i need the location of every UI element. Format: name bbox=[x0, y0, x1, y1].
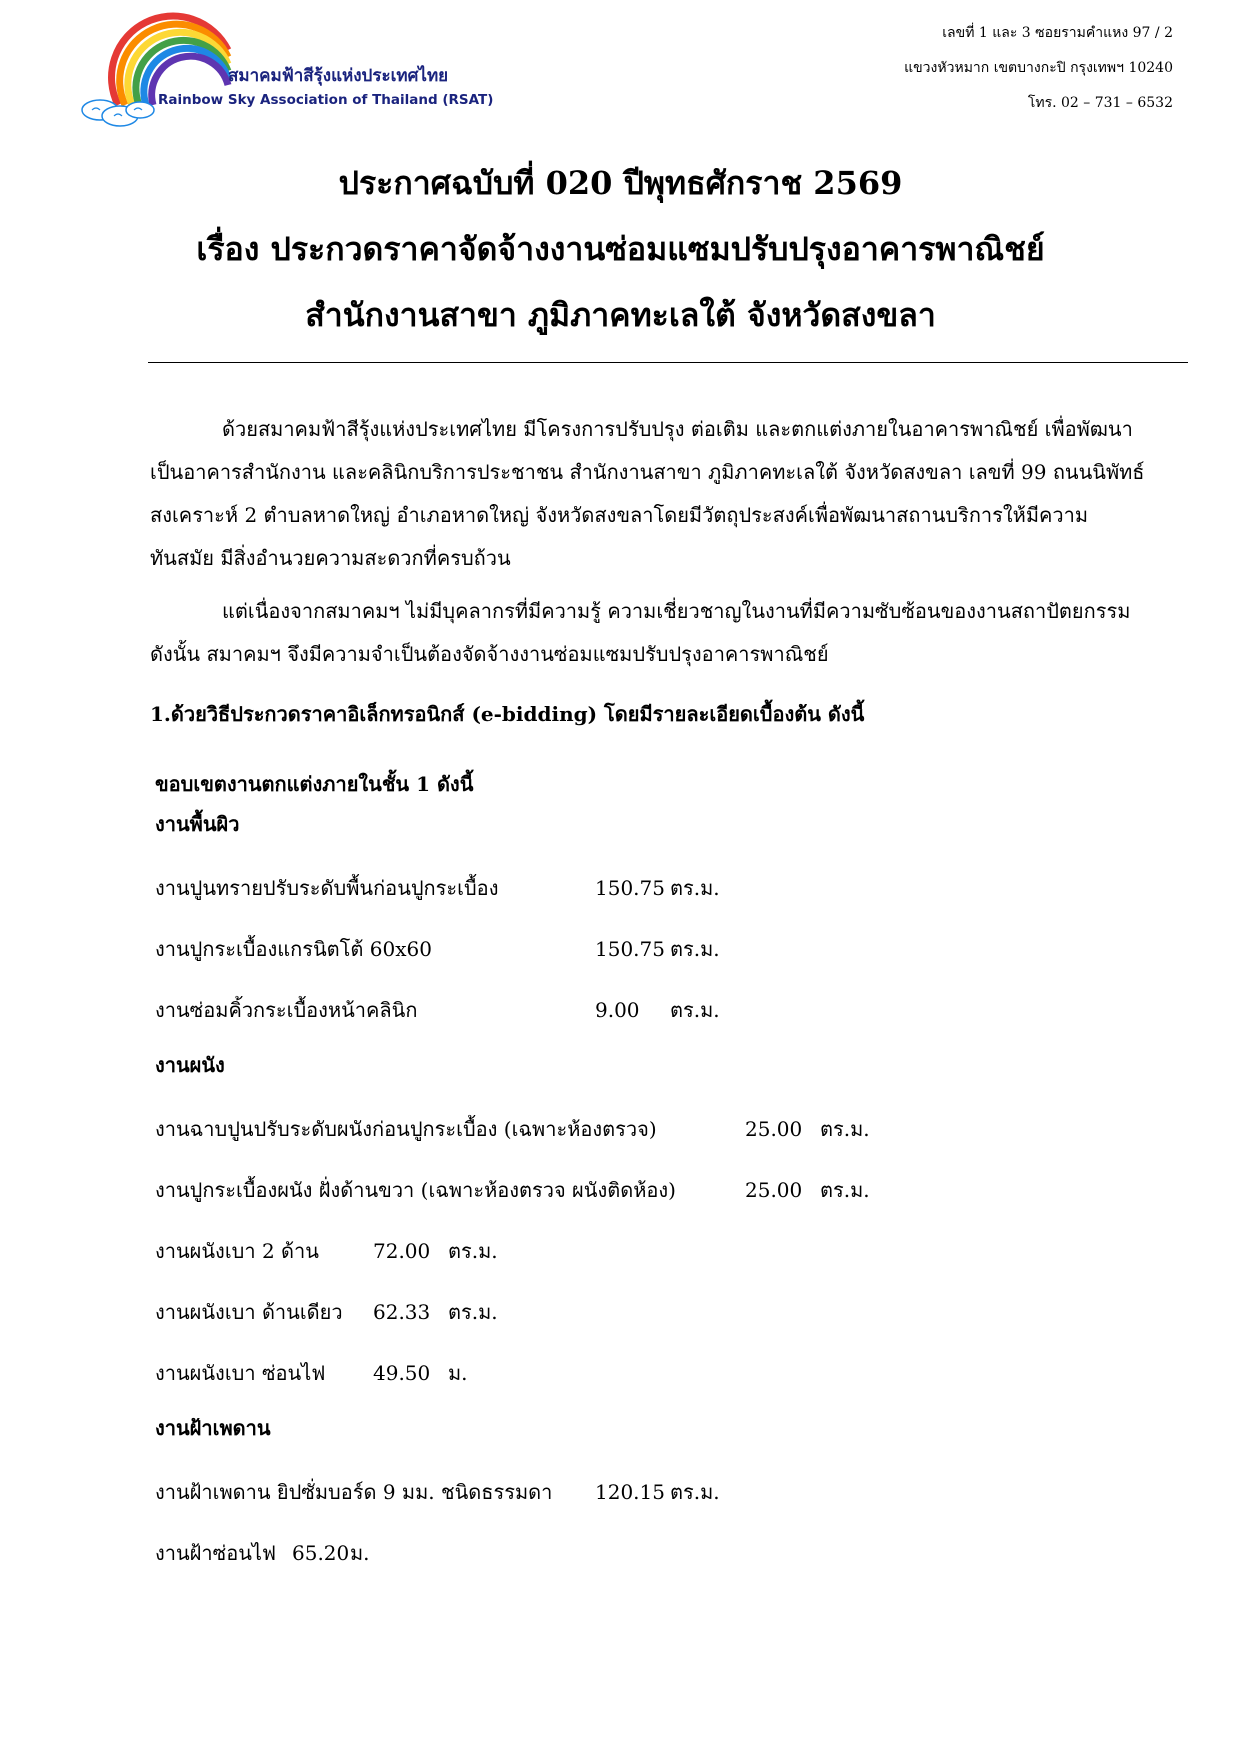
list-item bbox=[155, 1282, 1190, 1343]
item-unit: ตร.ม. bbox=[670, 998, 720, 1022]
org-name-english: Rainbow Sky Association of Thailand (RSAT) bbox=[158, 92, 494, 108]
list-item bbox=[155, 1343, 1190, 1404]
paragraph-line: สงเคราะห์ 2 ตำบลหาดใหญ่ อำเภอหาดใหญ่ จังหวัดสงขลาโดยมีวัตถุประสงค์เพื่อพัฒนาสถานบริการให้มีความ bbox=[150, 503, 1089, 527]
item-unit: ตร.ม. bbox=[670, 876, 720, 900]
item-unit: ม. bbox=[350, 1541, 370, 1565]
ceiling-work-list-b bbox=[155, 1523, 1190, 1584]
item-description: งานปูนทรายปรับระดับพื้นก่อนปูกระเบื้อง bbox=[155, 876, 499, 900]
item-description: งานฉาบปูนปรับระดับผนังก่อนปูกระเบื้อง (เฉพาะห้องตรวจ) bbox=[155, 1117, 657, 1141]
scope-of-work bbox=[155, 764, 1190, 1584]
item-quantity: 150.75 bbox=[595, 876, 665, 900]
item-quantity: 49.50 bbox=[373, 1361, 431, 1385]
item-unit: ตร.ม. bbox=[820, 1178, 870, 1202]
title-line-3: สำนักงานสาขา ภูมิภาคทะเลใต้ จังหวัดสงขลา bbox=[305, 296, 936, 334]
floor-work-list bbox=[155, 858, 1190, 1041]
item-quantity: 150.75 bbox=[595, 937, 665, 961]
item-unit: ตร.ม. bbox=[820, 1117, 870, 1141]
item-description: งานผนังเบา 2 ด้าน bbox=[155, 1239, 319, 1263]
ceiling-work-heading: งานฝ้าเพดาน bbox=[155, 1416, 271, 1440]
paragraph-line: แต่เนื่องจากสมาคมฯ ไม่มีบุคลากรที่มีความรู้ ความเชี่ยวชาญในงานที่มีความซับซ้อนของงานสถาปัตยกรรม bbox=[222, 599, 1131, 623]
announcement-title bbox=[0, 150, 1241, 348]
wall-work-list-a bbox=[155, 1099, 1190, 1221]
item-unit: ตร.ม. bbox=[448, 1300, 498, 1324]
item-quantity: 25.00 bbox=[745, 1117, 803, 1141]
list-item bbox=[155, 1462, 1190, 1523]
phone-number: โทร. 02 – 731 – 6532 bbox=[1027, 95, 1173, 111]
paragraph-2 bbox=[150, 590, 1190, 676]
item-quantity: 62.33 bbox=[373, 1300, 431, 1324]
item-description: งานฝ้าซ่อนไฟ bbox=[155, 1541, 277, 1565]
paragraph-line: เป็นอาคารสำนักงาน และคลินิกบริการประชาชน สำนักงานสาขา ภูมิภาคทะเลใต้ จังหวัดสงขลา เลขที่ 99 ถนนนิพัทธ์ bbox=[150, 460, 1145, 484]
address-block bbox=[904, 16, 1173, 121]
list-item bbox=[155, 919, 1190, 980]
list-item bbox=[155, 1221, 1190, 1282]
paragraph-1 bbox=[150, 408, 1190, 580]
address-line-1: เลขที่ 1 และ 3 ซอยรามคำแหง 97 / 2 bbox=[942, 25, 1173, 41]
title-divider bbox=[148, 362, 1188, 363]
paragraph-line: ดังนั้น สมาคมฯ จึงมีความจำเป็นต้องจัดจ้างงานซ่อมแซมปรับปรุงอาคารพาณิชย์ bbox=[150, 642, 829, 666]
title-line-2: เรื่อง ประกวดราคาจัดจ้างงานซ่อมแซมปรับปรุงอาคารพาณิชย์ bbox=[196, 230, 1045, 268]
item-description: งานผนังเบา ซ่อนไฟ bbox=[155, 1361, 326, 1385]
method-heading: 1.ด้วยวิธีประกวดราคาอิเล็กทรอนิกส์ (e-bidding) โดยมีรายละเอียดเบื้องต้น ดังนี้ bbox=[150, 702, 865, 726]
wall-work-list-b bbox=[155, 1221, 1190, 1404]
item-quantity: 72.00 bbox=[373, 1239, 431, 1263]
item-unit: ตร.ม. bbox=[670, 1480, 720, 1504]
list-item bbox=[155, 980, 1190, 1041]
item-quantity: 9.00 bbox=[595, 998, 640, 1022]
document-body bbox=[150, 408, 1190, 1584]
list-item bbox=[155, 858, 1190, 919]
ceiling-work-list-a bbox=[155, 1462, 1190, 1523]
scope-heading: ขอบเขตงานตกแต่งภายในชั้น 1 ดังนี้ bbox=[155, 772, 474, 796]
address-line-2: แขวงหัวหมาก เขตบางกะปิ กรุงเทพฯ 10240 bbox=[904, 60, 1173, 76]
item-quantity: 65.20 bbox=[292, 1541, 350, 1565]
rainbow-cloud-logo-icon bbox=[78, 10, 238, 135]
title-line-1: ประกาศฉบับที่ 020 ปีพุทธศักราช 2569 bbox=[338, 164, 903, 202]
item-unit: ตร.ม. bbox=[448, 1239, 498, 1263]
paragraph-line: ด้วยสมาคมฟ้าสีรุ้งแห่งประเทศไทย มีโครงการปรับปรุง ต่อเติม และตกแต่งภายในอาคารพาณิชย์ เพื่อพัฒนา bbox=[222, 417, 1133, 441]
paragraph-line: ทันสมัย มีสิ่งอำนวยความสะดวกที่ครบถ้วน bbox=[150, 546, 511, 570]
list-item bbox=[155, 1160, 1190, 1221]
item-description: งานซ่อมคิ้วกระเบื้องหน้าคลินิก bbox=[155, 998, 418, 1022]
item-unit: ม. bbox=[448, 1361, 468, 1385]
association-logo bbox=[78, 10, 494, 135]
org-name-thai: สมาคมฟ้าสีรุ้งแห่งประเทศไทย bbox=[228, 66, 449, 86]
wall-work-heading: งานผนัง bbox=[155, 1053, 225, 1077]
item-description: งานฝ้าเพดาน ยิปซั่มบอร์ด 9 มม. ชนิดธรรมดา bbox=[155, 1480, 553, 1504]
item-quantity: 120.15 bbox=[595, 1480, 665, 1504]
item-description: งานผนังเบา ด้านเดียว bbox=[155, 1300, 343, 1324]
item-description: งานปูกระเบื้องแกรนิตโต้ 60x60 bbox=[155, 937, 432, 961]
item-unit: ตร.ม. bbox=[670, 937, 720, 961]
list-item bbox=[155, 1099, 1190, 1160]
list-item bbox=[155, 1523, 1190, 1584]
item-description: งานปูกระเบื้องผนัง ฝั่งด้านขวา (เฉพาะห้องตรวจ ผนังติดห้อง) bbox=[155, 1178, 676, 1202]
floor-work-heading: งานพื้นผิว bbox=[155, 812, 240, 836]
item-quantity: 25.00 bbox=[745, 1178, 803, 1202]
